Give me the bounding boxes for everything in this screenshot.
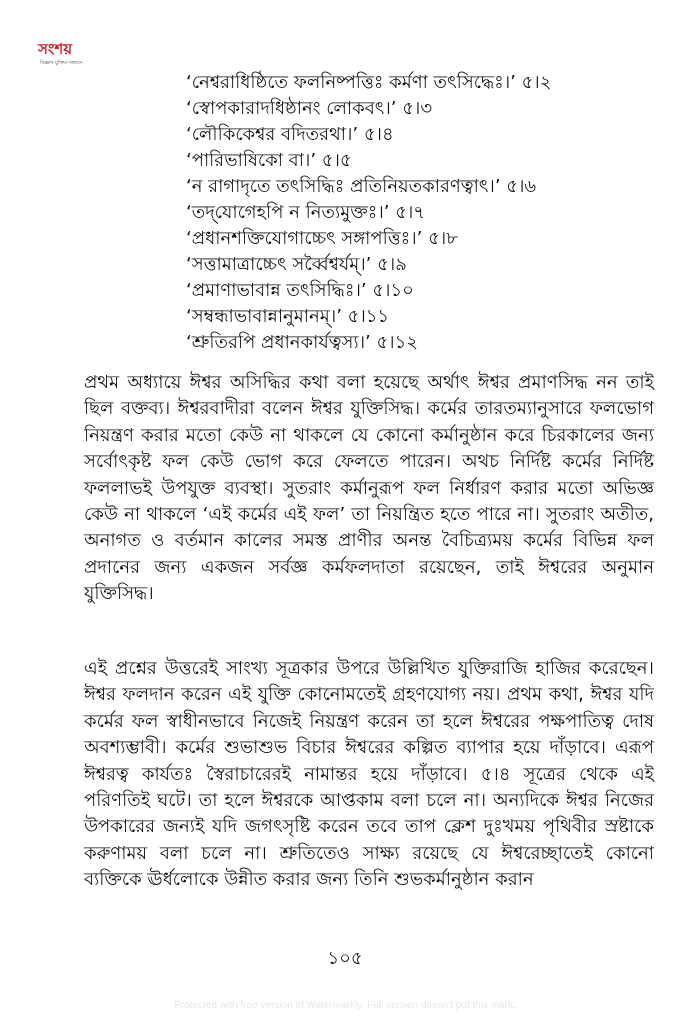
sutra-list: [186, 70, 676, 356]
logo-text: সংশয়: [38, 40, 73, 58]
paragraph-first: প্রথম অধ্যায়ে ঈশ্বর অসিদ্ধির কথা বলা হয়েছে অর্থাৎ ঈশ্বর প্রমাণসিদ্ধ নন তাই ছিল বক্তব্য। ঈশ্বরবাদীরা বলেন ঈশ্বর যুক্তিসিদ্ধ। কর্মের তারতম্যানুসারে ফলভোগ নিয়ন্ত্রণ করার মতো কেউ না থাকলে যে কোনো কর্মানুষ্ঠান করে চিরকালের জন্য সর্বোৎকৃষ্ট ফল কেউ ভোগ করে ফেলতে পারেন। অথচ নির্দিষ্ট কর্মের নির্দিষ্ট ফললাভই উপযুক্ত ব্যবস্থা। সুতরাং কর্মানুরূপ ফল নির্ধারণ করার মতো অভিজ্ঞ কেউ না থাকলে ‘এই কর্মের এই ফল’ তা নিয়ন্ত্রিত হতে পারে না। সুতরাং অতীত, অনাগত ও বর্তমান কালের সমস্ত প্রাণীর অনন্ত বৈচিত্র্যময় কর্মের বিভিন্ন ফল প্রদানের জন্য একজন সর্বজ্ঞ কর্মফলদাতা রয়েছেন, তাই ঈশ্বরের অনুমান যুক্তিসিদ্ধ।: [84, 372, 654, 605]
sutra-line: ‘সত্তামাত্রাচ্চেৎ সর্ব্বৈশ্বর্যম্‌।’ ৫।৯: [186, 254, 407, 275]
sutra-line: ‘সম্বন্ধাভাবান্নানুমানম্‌।’ ৫।১১: [186, 306, 390, 327]
logo: [20, 36, 130, 80]
paragraph-second: এই প্রশ্নের উত্তরেই সাংখ্য সূত্রকার উপরে উল্লিখিত যুক্তিরাজি হাজির করেছেন। ঈশ্বর ফলদান করেন এই যুক্তি কোনোমতেই গ্রহণযোগ্য নয়। প্রথম কথা, ঈশ্বর যদি কর্মের ফল স্বাধীনভাবে নিজেই নিয়ন্ত্রণ করেন তা হলে ঈশ্বরের পক্ষপাতিত্ব দোষ অবশ্যম্ভাবী। কর্মের শুভাশুভ বিচার ঈশ্বরের কল্পিত ব্যাপার হয়ে দাঁড়াবে। এরূপ ঈশ্বরত্ব কার্যতঃ স্বৈরাচারেরই নামান্তর হয়ে দাঁড়াবে। ৫।৪ সূত্রের থেকে এই পরিণতিই ঘটে। তা হলে ঈশ্বরকে আপ্তকাম বলা চলে না। অন্যদিকে ঈশ্বর নিজের উপকারের জন্যই যদি জগৎসৃষ্টি করেন তবে তাপ ক্লেশ দুঃখময় পৃথিবীর স্রষ্টাকে করুণাময় বলা চলে না। শ্রুতিতেও সাক্ষ্য রয়েছে যে ঈশ্বরেচ্ছাতেই কোনো ব্যক্তিকে ঊর্ধলোকে উন্নীত করার জন্য তিনি শুভকর্মানুষ্ঠান করান: [84, 658, 654, 891]
sutra-line: ‘নেশ্বরাধিষ্ঠিতে ফলনিষ্পত্তিঃ কর্মণা তৎসিদ্ধেঃ।’ ৫।২: [186, 72, 552, 93]
sutra-line: ‘প্রমাণাভাবান্ন তৎসিদ্ধিঃ।’ ৫।১০: [186, 280, 414, 301]
sutra-line: ‘তদ্‌যোগেহপি ন নিত্যমুক্তঃ।’ ৫।৭: [186, 202, 426, 223]
page-number: ১০৫: [327, 948, 363, 969]
sutra-line: ‘ন রাগাদৃতে তৎসিদ্ধিঃ প্রতিনিয়তকারণত্বাৎ।’ ৫।৬: [186, 176, 537, 197]
sutra-line: ‘স্বোপকারাদধিষ্ঠানং লোকবৎ।’ ৫।৩: [186, 98, 433, 119]
sutra-line: ‘পারিভাষিকো বা।’ ৫।৫: [186, 150, 352, 171]
watermark-text: Protected with free version of Watermarkly. Full version doesn't put this mark.: [174, 1000, 516, 1011]
sutra-line: ‘শ্রুতিরপি প্রধানকার্যত্বস্য।’ ৫।১২: [186, 332, 419, 353]
logo-tagline: বিজ্ঞান যুক্তির সন্ধানে: [40, 60, 83, 66]
sutra-line: ‘প্রধানশক্তিযোগাচ্চেৎ সঙ্গাপত্তিঃ।’ ৫।৮: [186, 228, 458, 249]
sutra-line: ‘লৌকিকেশ্বর বদিতরথা।’ ৫।৪: [186, 124, 394, 145]
